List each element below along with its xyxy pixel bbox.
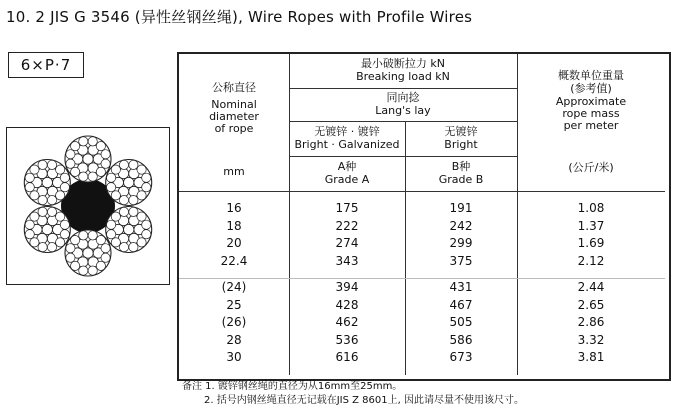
lay-zh: 同向捻	[386, 91, 420, 104]
table-cell-grade-b: 586	[449, 332, 473, 347]
grade-a-column	[289, 199, 405, 366]
grade-a-zh: 无镀锌 · 镀锌	[314, 125, 380, 138]
table-cell-mass: 1.08	[577, 201, 605, 215]
table-cell-grade-b: 299	[449, 236, 473, 250]
lay-en: Lang's lay	[375, 104, 431, 117]
mass-header-en3: per meter	[563, 119, 619, 132]
table-cell-grade-a: 394	[335, 280, 359, 294]
breaking-load-en: Breaking load kN	[356, 70, 450, 83]
table-cell-grade-a: 616	[335, 350, 359, 364]
table-cell-mass: 1.37	[577, 218, 605, 233]
note-line-1: 备注 1. 镀锌钢丝绳的直径为从16mm至25mm。	[182, 381, 403, 392]
table-cell-mass: 2.12	[577, 253, 605, 268]
table-cell-grade-a: 462	[335, 315, 359, 329]
breaking-load-zh: 最小破断拉力 kN	[360, 57, 446, 70]
table-cell-mass: 3.81	[577, 350, 605, 364]
table-cell-diameter: 22.4	[220, 253, 248, 268]
grade-a-en: Bright · Galvanized	[294, 138, 400, 151]
grade-b-label-zh: B种	[451, 160, 471, 173]
table-cell-diameter: 25	[226, 297, 242, 312]
table-cell-mass: 3.32	[577, 332, 605, 347]
table-cell-grade-b: 431	[449, 280, 473, 294]
table-cell-grade-a: 274	[335, 236, 359, 250]
table-cell-grade-a: 428	[335, 297, 359, 312]
diameter-column	[179, 199, 289, 366]
table-cell-mass: 1.69	[577, 236, 605, 250]
table-cell-diameter: 28	[226, 332, 242, 347]
mass-header-zh: 概数单位重量	[558, 69, 624, 82]
table-cell-grade-b: 242	[449, 218, 473, 233]
table-cell-mass: 2.86	[577, 315, 605, 329]
table-cell-diameter: 30	[226, 350, 242, 364]
mass-column	[517, 199, 665, 366]
diameter-header-zh: 公称直径	[212, 81, 256, 94]
table-cell-grade-a: 536	[335, 332, 359, 347]
diameter-unit: mm	[223, 165, 245, 178]
table-cell-grade-b: 191	[449, 201, 473, 215]
mass-header-en2: rope mass	[562, 107, 620, 120]
table-cell-grade-b: 673	[449, 350, 473, 364]
table-cell-grade-b: 467	[449, 297, 473, 312]
mass-header-zh2: (参考值)	[570, 82, 612, 95]
table-cell-grade-a: 222	[335, 218, 359, 233]
table-cell-diameter: 20	[226, 236, 242, 250]
table-cell-diameter: (26)	[221, 315, 247, 329]
wire-rope-cross-section-icon	[6, 127, 170, 285]
table-cell-grade-a: 343	[335, 253, 359, 268]
table-cell-diameter: 16	[226, 201, 242, 215]
table-cell-grade-b: 505	[449, 315, 473, 329]
page-title: 10. 2 JIS G 3546 (异性丝钢丝绳), Wire Ropes with Profile Wires	[6, 8, 473, 26]
construction-label: 6×P·7	[8, 52, 84, 78]
table-cell-mass: 2.44	[577, 280, 605, 294]
grade-b-en: Bright	[444, 138, 478, 151]
table-cell-diameter: 18	[226, 218, 242, 233]
mass-header-en1: Approximate	[555, 95, 627, 108]
mass-unit: (公斤/米)	[568, 161, 614, 174]
grade-b-column	[405, 199, 517, 366]
diameter-header-en1: Nominal	[211, 98, 257, 111]
notes	[182, 380, 524, 408]
grade-b-label-en: Grade B	[438, 173, 484, 186]
table-cell-mass: 2.65	[577, 297, 605, 312]
grade-a-label-en: Grade A	[324, 173, 370, 186]
note-line-2: 2. 括号内钢丝绳直径无记载在JIS Z 8601上, 因此请尽量不使用该尺寸。	[204, 395, 524, 406]
table-cell-grade-b: 375	[449, 253, 473, 268]
grade-b-zh: 无镀锌	[444, 125, 478, 138]
diameter-header-en2: diameter	[209, 110, 259, 123]
table-cell-diameter: (24)	[221, 280, 247, 294]
table-cell-grade-a: 175	[335, 201, 359, 215]
diameter-header-en3: of rope	[214, 122, 254, 135]
grade-a-label-zh: A种	[337, 160, 357, 173]
breaking-load-table	[177, 52, 671, 381]
